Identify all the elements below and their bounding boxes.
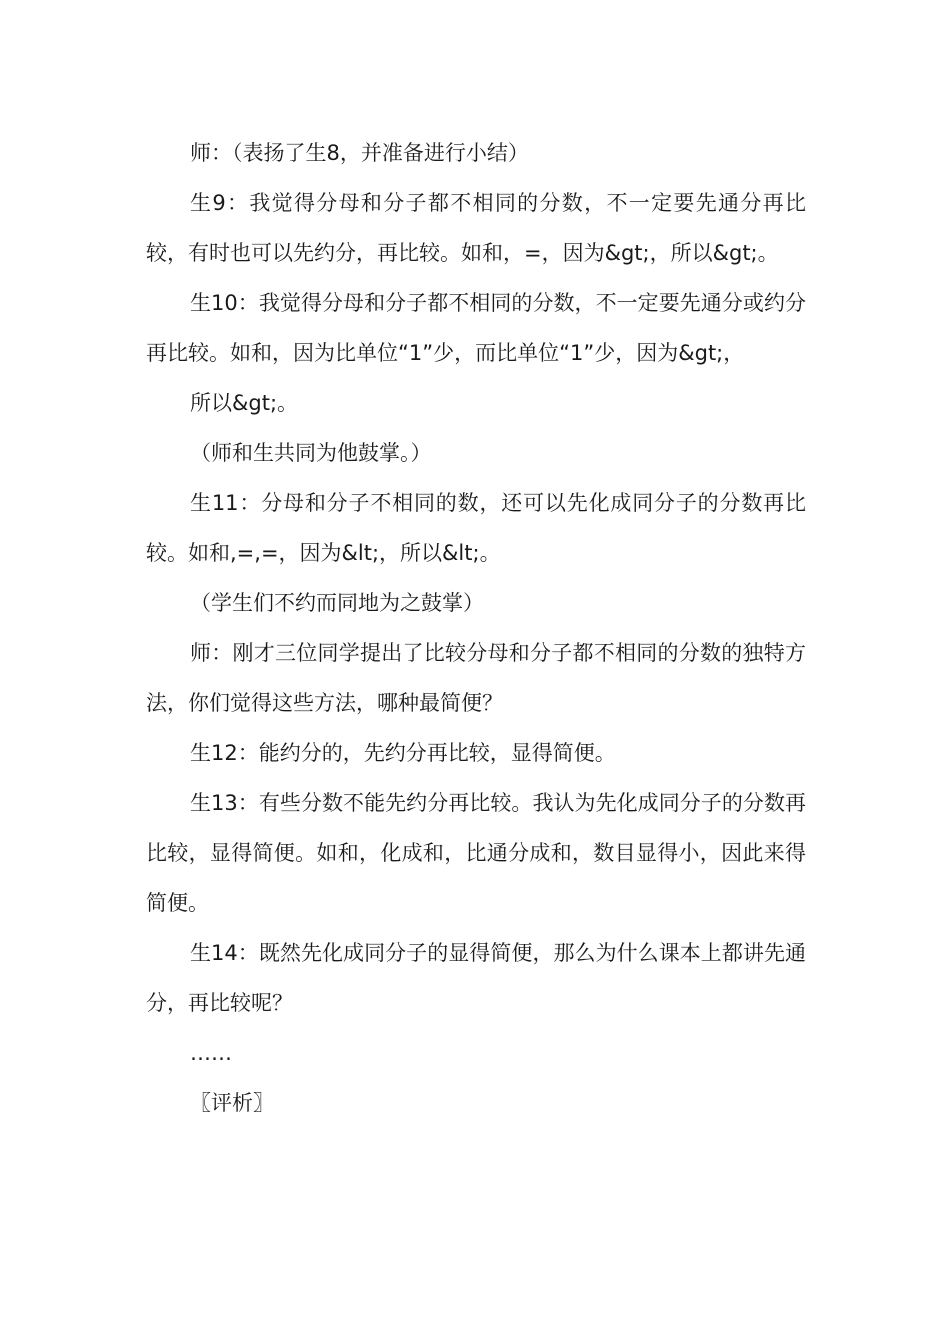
paragraph-student-10-conclusion: 所以&gt;。 [190, 391, 299, 415]
paragraph-applause-1: （师和生共同为他鼓掌。） [190, 441, 432, 465]
paragraph-applause-2: （学生们不约而同地为之鼓掌） [190, 591, 484, 615]
paragraph-teacher-question: 师：刚才三位同学提出了比较分母和分子都不相同的分数的独特方法，你们觉得这些方法，哪种最简便？ [146, 641, 806, 715]
paragraph-student-11: 生11：分母和分子不相同的数，还可以先化成同分子的分数再比较。如和,=,=，因为&lt;，所以&lt;。 [146, 491, 806, 565]
paragraph-student-13: 生13：有些分数不能先约分再比较。我认为先化成同分子的分数再比较，显得简便。如和，化成和，比通分成和，数目显得小，因此来得简便。 [146, 791, 806, 915]
document-body [146, 128, 806, 1128]
paragraph-teacher-praise: 师：（表扬了生8，并准备进行小结） [190, 141, 529, 165]
paragraph-student-14: 生14：既然先化成同分子的显得简便，那么为什么课本上都讲先通分，再比较呢？ [146, 941, 806, 1015]
paragraph-student-10: 生10：我觉得分母和分子都不相同的分数，不一定要先通分或约分再比较。如和，因为比单位“1”少，而比单位“1”少，因为&gt;， [146, 291, 806, 365]
paragraph-ellipsis: …… [190, 1041, 232, 1065]
paragraph-student-9: 生9：我觉得分母和分子都不相同的分数，不一定要先通分再比较，有时也可以先约分，再比较。如和，=，因为&gt;，所以&gt;。 [146, 191, 806, 265]
paragraph-student-12: 生12：能约分的，先约分再比较，显得简便。 [190, 741, 616, 765]
paragraph-commentary-heading: 〖评析〗 [190, 1091, 274, 1115]
